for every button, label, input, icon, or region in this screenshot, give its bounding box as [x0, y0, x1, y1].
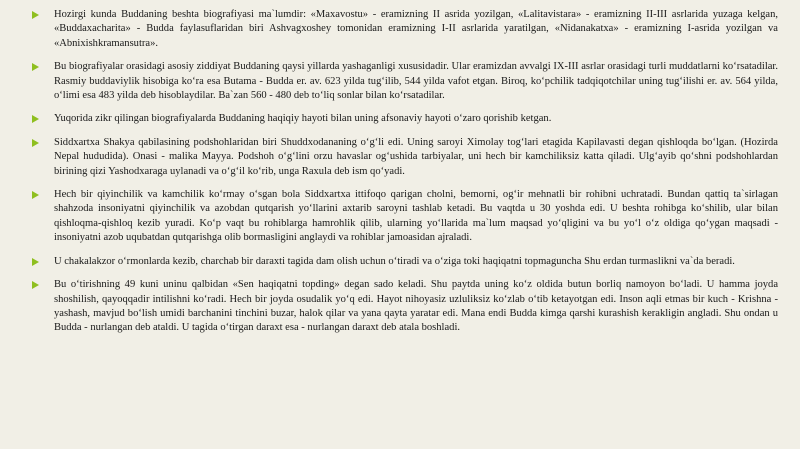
paragraph-text: Hech bir qiyinchilik va kamchilik ko‘rmay o‘sgan bola Siddxartxa ittifoqo qarigan cholni, bemorni, og‘ir mehnatli bir rohibni uchratadi. Bundan qattiq ta`sirlagan shahzoda insoniyatni qiyinchilik va azobdan qutqarish yo‘llarini axtarib saroyni tashlab ketadi. Bu vaqtda u 30 yoshda edi. U beshta rohibga ko‘shilib, ular bilan qishloqma-qishloq kezib yuradi. Ko‘p vaqt bu rohiblarga hamrohlik qilib, ularning yo‘llarida ma`lum maqsad yo‘qligini va bu yo‘l o‘z oldiga qo‘ygan maqsadi - insoniyatni azob uqubatdan qutqarishga olib bormasligini anglaydi va rohiblar jamoasidan ajraladi. [54, 189, 778, 244]
paragraph-text: Hozirgi kunda Buddaning beshta biografiyasi ma`lumdir: «Maxavostu» - eramizning II asrida yozilgan, «Lalitavistara» - eramizning II-III asrlarida yuzaga kelgan, «Buddaxacharita» - Budda faylasuflaridan biri Ashvagxoshey tomonidan eramizning I-II asrlarida yaratilgan, «Nidanakatxa» - eramizning I-asrida yozilgan va «Abnixishkramansutra». [54, 9, 778, 49]
paragraph-meditation [32, 255, 778, 269]
paragraph-departure [32, 188, 778, 246]
paragraph-text: Bu o‘tirishning 49 kuni uninu qalbidan «Sen haqiqatni topding» degan sado keladi. Shu paytda uning ko‘z oldida butun borliq namoyon bo‘ladi. U hamma joyda shoshilish, qayoqqadir intilishni ko‘radi. Hech bir joyda osudalik yo‘q edi. Hayot nihoyasiz uzluliksiz ko‘zlab o‘tib ketayotgan edi. Inson aqli etmas bir kuch - Krishna - yashash, mavjud bo‘lish umidi barchanini tinchini buzar, halok qilar va yana qayta yaratar edi. Mana endi Budda kimga qarshi kurashish kerakligin angladi. Shu ondan u Budda - nurlangan deb ataldi. U tagida o‘tirgan daraxt esa - nurlangan daraxt deb atala boshladi. [54, 279, 778, 334]
paragraph-legend [32, 112, 778, 126]
bullet-icon [32, 115, 39, 123]
bullet-icon [32, 258, 39, 266]
paragraph-text: Yuqorida zikr qilingan biografiyalarda Buddaning haqiqiy hayoti bilan uning afsonaviy hayoti o‘zaro qorishib ketgan. [54, 113, 552, 125]
bullet-icon [32, 281, 39, 289]
bullet-icon [32, 11, 39, 19]
bullet-icon [32, 191, 39, 199]
paragraph-biographies [32, 8, 778, 51]
paragraph-text: Siddxartxa Shakya qabilasining podshohlaridan biri Shuddxodananing o‘g‘li edi. Uning saroyi Ximolay tog‘lari etagida Kapilavasti degan qishloqda bo‘lgan. (Hozirda Nepal hududida). Onasi - malika Mayya. Podshoh o‘g‘lini orzu havaslar og‘ushida tarbiyalar, uni hech bir kamchiliksiz katta qiladi. Ulg‘ayib qo‘shni podshohlardan birining qizi Yashodxaraga uylanadi va o‘g‘il ko‘rib, unga Raxula deb ism qo‘yadi. [54, 136, 778, 177]
paragraph-origin [32, 136, 778, 179]
bullet-icon [32, 139, 39, 147]
bullet-icon [32, 63, 39, 71]
paragraph-text: Bu biografiyalar orasidagi asosiy ziddiyat Buddaning qaysi yillarda yashaganligi xususidadir. Ular eramizdan avvalgi IX-III asrlar orasidagi turli muddatlarni ko‘rsatadilar. Rasmiy buddaviylik hisobiga ko‘ra esa Butama - Budda er. av. 623 yilda tug‘ilib, 544 yilda vafot etgan. Biroq, ko‘pchilik tadqiqotchilar uning tug‘ilishi er. av. 564 yilda, o‘limi esa 483 yilda deb hisoblaydilar. Ba`zan 560 - 480 deb to‘liq sonlar bilan ko‘rsatadilar. [54, 61, 778, 102]
paragraph-enlightenment [32, 278, 778, 336]
paragraph-text: U chakalakzor o‘rmonlarda kezib, charchab bir daraxti tagida dam olish uchun o‘tiradi va o‘ziga toki haqiqatni topmaguncha Shu erdan turmaslikni va`da beradi. [54, 255, 735, 267]
paragraph-dates [32, 60, 778, 103]
